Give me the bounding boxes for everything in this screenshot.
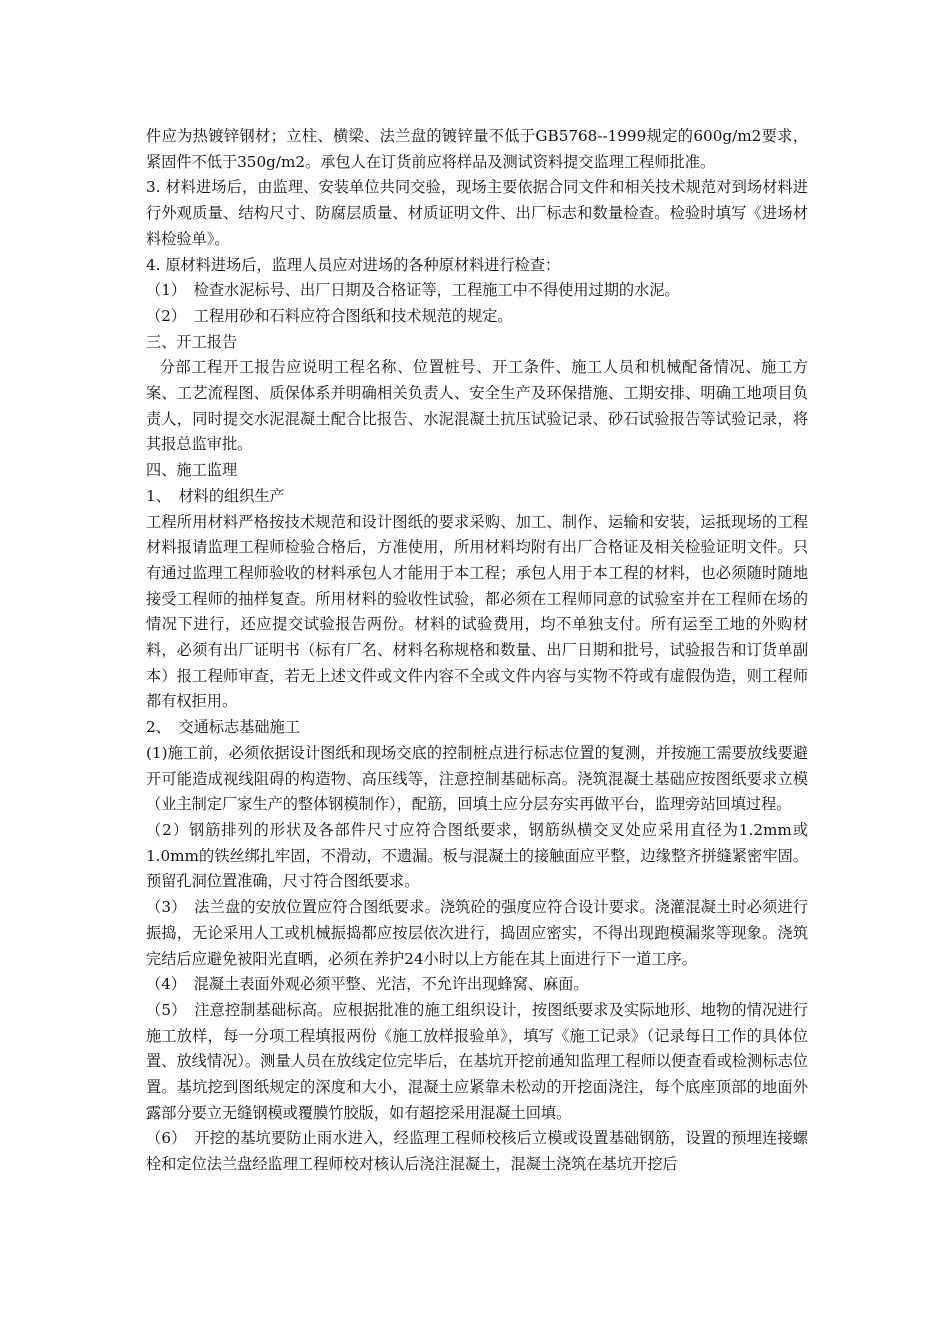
subheading-sign-foundation: 2、 交通标志基础施工 (146, 718, 300, 737)
paragraph-foundation-step-4: （4） 混凝土表面外观必须平整、光洁，不允许出现蜂窝、麻面。 (146, 975, 589, 994)
paragraph-material-production: 工程所用材料严格按技术规范和设计图纸的要求采购、加工、制作、运输和安装，运抵现场的工程材料报请监理工程师检验合格后，方准使用，所用材料均附有出厂合格证及相关检验证明文件。只有通过监理工程师验收的材料承包人才能用于本工程；承包人用于本工程的材料，也必须随时随地接受工程师的抽样复查。所用材料的验收性试验，都必须在工程师同意的试验室并在工程师在场的情况下进行，还应提交试验报告两份。材料的试验费用，均不单独支付。所有运至工地的外购材料，必须有出厂证明书（标有厂名、材料名称规格和数量、出厂日期和批号，试验报告和订货单副本）报工程师审查，若无上述文件或文件内容不全或文件内容与实物不符或有虚假伪造，则工程师都有权拒用。 (146, 512, 808, 711)
paragraph-start-report: 分部工程开工报告应说明工程名称、位置桩号、开工条件、施工人员和机械配备情况、施工方案、工艺流程图、质保体系并明确相关负责人、安全生产及环保措施、工期安排、明确工地项目负责人，同时提交水泥混凝土配合比报告、水泥混凝土抗压试验记录、砂石试验报告等试验记录，将其报总监审批。 (146, 358, 808, 454)
paragraph-foundation-step-2: （2）钢筋排列的形状及各部件尺寸应符合图纸要求，钢筋纵横交叉处应采用直径为1.2mm或1.0mm的铁丝绑扎牢固，不滑动，不遗漏。板与混凝土的接触面应平整，边缘整齐拼缝紧密牢固。预留孔洞位置准确，尺寸符合图纸要求。 (146, 820, 808, 891)
paragraph-raw-material-check: 4. 原材料进场后，监理人员应对进场的各种原材料进行检查： (146, 255, 561, 274)
paragraph-galvanizing-spec: 件应为热镀锌钢材；立柱、横梁、法兰盘的镀锌量不低于GB5768--1999规定的600g/m2要求，紧固件不低于350g/m2。承包人在订货前应将样品及测试资料提交监理工程师批准。 (146, 127, 808, 171)
section-heading-construction-supervision: 四、施工监理 (146, 461, 238, 480)
list-item-cement-check: （1） 检查水泥标号、出厂日期及合格证等，工程施工中不得使用过期的水泥。 (146, 281, 680, 300)
paragraph-foundation-step-1: (1)施工前，必须依据设计图纸和现场交底的控制桩点进行标志位置的复测，并按施工需要放线要避开可能造成视线阻碍的构造物、高压线等，注意控制基础标高。浇筑混凝土基础应按图纸要求立模（业主制定厂家生产的整体钢模制作），配筋，回填土应分层夯实再做平台，监理旁站回填过程。 (146, 743, 808, 814)
section-heading-start-report: 三、开工报告 (146, 332, 238, 351)
paragraph-material-inspection: 3. 材料进场后，由监理、安装单位共同交验，现场主要依据合同文件和相关技术规范对到场材料进行外观质量、结构尺寸、防腐层质量、材质证明文件、出厂标志和数量检查。检验时填写《进场材料检验单》。 (146, 178, 808, 248)
paragraph-foundation-step-5: （5） 注意控制基础标高。应根据批准的施工组织设计，按图纸要求及实际地形、地物的情况进行施工放样，每一分项工程填报两份《施工放样报验单》，填写《施工记录》（记录每日工作的具体位置、放线情况）。测量人员在放线定位完毕后，在基坑开挖前通知监理工程师以便查看或检测标志位置。基坑挖到图纸规定的深度和大小，混凝土应紧靠未松动的开挖面浇注，每个底座顶部的地面外露部分要立无缝钢模或覆膜竹胶版，如有超挖采用混凝土回填。 (146, 1000, 808, 1122)
list-item-sand-stone-check: （2） 工程用砂和石料应符合图纸和技术规范的规定。 (146, 306, 513, 325)
subheading-material-production: 1、 材料的组织生产 (146, 486, 285, 505)
paragraph-foundation-step-3: （3） 法兰盘的安放位置应符合图纸要求。浇筑砼的强度应符合设计要求。浇灌混凝土时必须进行振捣，无论采用人工或机械振捣都应按层依次进行，捣固应密实，不得出现跑模漏浆等现象。浇筑完结后应避免被阳光直晒，必须在养护24小时以上方能在其上面进行下一道工序。 (146, 898, 808, 968)
paragraph-foundation-step-6: （6） 开挖的基坑要防止雨水进入，经监理工程师校核后立模或设置基础钢筋，设置的预埋连接螺栓和定位法兰盘经监理工程师校对核认后浇注混凝土，混凝土浇筑在基坑开挖后 (146, 1129, 808, 1174)
document-page (146, 124, 808, 1178)
